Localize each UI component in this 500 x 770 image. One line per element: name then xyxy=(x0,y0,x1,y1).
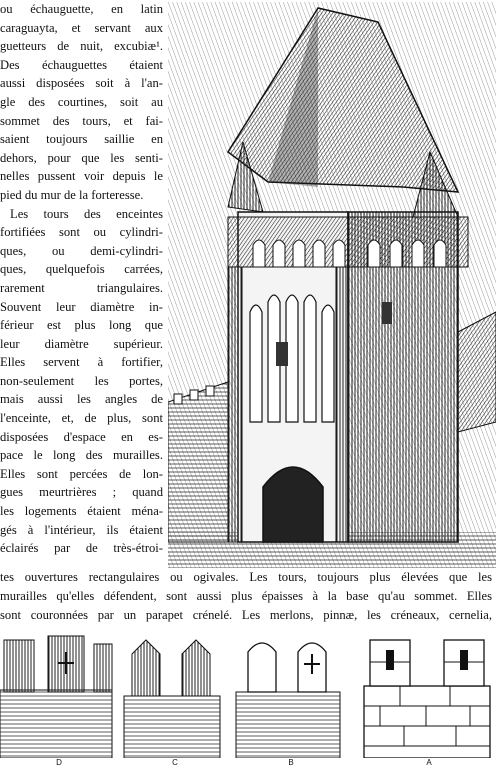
text-line: ques, ou demi-cylindri- xyxy=(0,243,163,258)
text-line: pied du mur de la forteresse. xyxy=(0,187,144,202)
figure-d-illustration xyxy=(0,630,116,758)
text-line: sont couronnées par un parapet crénelé. Les merlons, pinnæ, les créneaux, cernelia, xyxy=(0,608,492,622)
figure-b-illustration xyxy=(234,630,344,758)
text-line: leur diamètre supérieur. xyxy=(0,336,163,351)
text-line: Souvent leur diamètre in- xyxy=(0,299,163,314)
text-line: Elles servent à fortifier, xyxy=(0,355,163,370)
text-line: saient toujours saillie en xyxy=(0,132,163,147)
text-line: mais aussi les angles de xyxy=(0,392,163,407)
text-line: guetteurs de nuit, excubiæ¹. xyxy=(0,39,163,54)
figure-label-d: D xyxy=(56,758,62,767)
text-line: ou échauguette, en latin xyxy=(0,2,163,16)
text-line: sommet des tours, et fai- xyxy=(0,113,163,128)
text-line: gés à l'intérieur, ils étaient xyxy=(0,522,163,537)
text-line: l'enceinte, et, de plus, sont xyxy=(0,411,163,426)
figure-a-illustration xyxy=(360,630,496,758)
figure-label-c: C xyxy=(172,758,178,767)
text-line: ques, quelquefois carrées, xyxy=(0,262,163,277)
text-line: murailles qu'elles défendent, sont aussi plus épaisses à la base qu'au sommet. Elles xyxy=(0,589,492,603)
figure-label-b: B xyxy=(288,758,294,767)
text-line: gle des courtines, soit au xyxy=(0,94,163,109)
text-line: non-seulement les portes, xyxy=(0,373,163,388)
left-text-column xyxy=(0,0,163,558)
crenellation-figures xyxy=(0,630,500,770)
text-line: Elles sont percées de lon- xyxy=(0,466,163,481)
full-width-text xyxy=(0,568,492,625)
text-line: caraguayta, et servant aux xyxy=(0,20,163,35)
text-line: dehors, pour que les senti- xyxy=(0,150,163,165)
text-line: fortifiées sont ou cylindri- xyxy=(0,225,163,240)
text-line: gues meurtrières ; quand xyxy=(0,485,163,500)
text-line: aussi disposées soit à l'an- xyxy=(0,76,163,91)
text-line: rarement triangulaires. xyxy=(0,280,163,295)
text-line: nelles pussent voir depuis le xyxy=(0,169,163,184)
text-line: les logements étaient ména- xyxy=(0,504,163,519)
figure-label-a: A xyxy=(426,758,432,767)
text-line: disposées d'espace en es- xyxy=(0,429,163,444)
text-line: éclairés par de très-étroi- xyxy=(0,541,163,556)
tower-engraving xyxy=(168,2,496,568)
text-line: pace le long des murailles. xyxy=(0,448,163,463)
text-line: tes ouvertures rectangulaires ou ogivales. Les tours, toujours plus élevées que les xyxy=(0,570,492,584)
text-line: Les tours des enceintes xyxy=(10,206,163,221)
text-line: férieur est plus long que xyxy=(0,318,163,333)
figure-c-illustration xyxy=(122,630,222,758)
text-line: Des échauguettes étaient xyxy=(0,57,163,72)
